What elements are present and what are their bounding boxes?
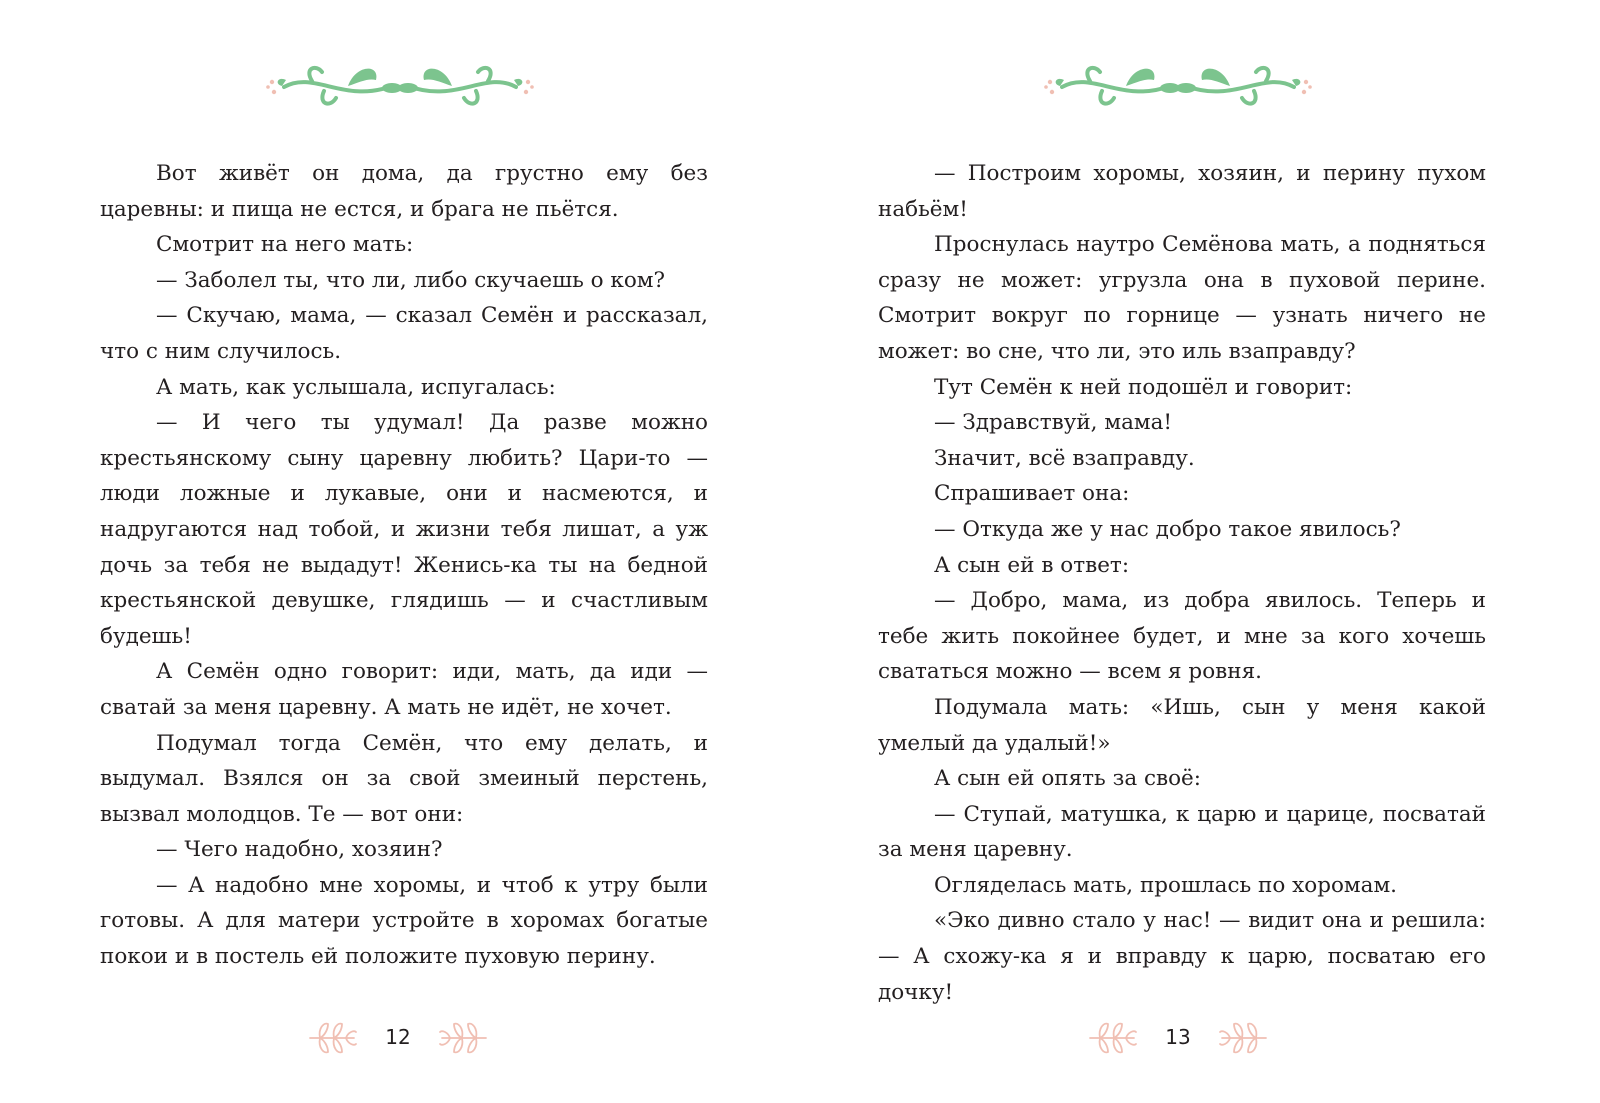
paragraph: А Семён одно говорит: иди, мать, да иди — сватай за меня царевну. А мать не идёт, не хочет.	[100, 659, 708, 720]
paragraph: А сын ей в ответ:	[934, 552, 1130, 578]
paragraph: Вот живёт он дома, да грустно ему без царевны: и пища не естся, и брага не пьётся.	[100, 161, 708, 222]
paragraph: Спрашивает она:	[934, 481, 1130, 507]
paragraph: — Скучаю, мама, — сказал Семён и рассказал, что с ним случилось.	[100, 303, 708, 364]
paragraph: Значит, всё взаправду.	[934, 445, 1195, 471]
paragraph: — А надобно мне хоромы, и чтоб к утру были готовы. А для матери устройте в хоромах богатые покои и в постель ей положите пуховую перину.	[100, 872, 708, 970]
paragraph: А сын ей опять за своё:	[934, 766, 1202, 792]
left-page-text	[100, 156, 708, 975]
paragraph: «Эко дивно стало у нас! — видит она и решила: — А схожу-ка я и вправду к царю, посватаю его дочку!	[878, 908, 1486, 1005]
paragraph: Подумал тогда Семён, что ему делать, и выдумал. Взялся он за свой змеиный перстень, вызвал молодцов. Те — вот они:	[100, 730, 708, 827]
right-page	[800, 0, 1600, 1103]
paragraph: Подумала мать: «Ишь, сын у меня какой умелый да удалый!»	[878, 694, 1486, 756]
paragraph: Огляделась мать, прошлась по хоромам.	[934, 872, 1398, 898]
leaf-sprig-icon	[306, 1016, 358, 1060]
page-number: 13	[1165, 1025, 1191, 1049]
paragraph: — Заболел ты, что ли, либо скучаешь о ком?	[156, 267, 666, 293]
page-number: 12	[385, 1025, 411, 1049]
leaf-sprig-icon	[1086, 1016, 1138, 1060]
paragraph: — Откуда же у нас добро такое явилось?	[934, 516, 1401, 542]
page-footer	[306, 1016, 506, 1060]
paragraph: — Построим хоромы, хозяин, и перину пухом набьём!	[878, 161, 1486, 222]
paragraph: — Ступай, матушка, к царю и царице, посватай за меня царевну.	[878, 801, 1486, 863]
vine-ornament-icon	[1042, 58, 1314, 116]
paragraph: Смотрит на него мать:	[156, 232, 414, 258]
paragraph: Тут Семён к ней подошёл и говорит:	[934, 374, 1353, 400]
paragraph: А мать, как услышала, испугалась:	[156, 374, 556, 400]
leaf-sprig-icon	[1218, 1016, 1270, 1060]
paragraph: Проснулась наутро Семёнова мать, а подняться сразу не может: угрузла она в пуховой перине. Смотрит вокруг по горнице — узнать ничего не может: во сне, что ли, это иль взаправду?	[878, 232, 1486, 364]
paragraph: — Добро, мама, из добра явилось. Теперь и тебе жить покойнее будет, и мне за кого хочешь свататься можно — всем я ровня.	[878, 588, 1486, 685]
leaf-sprig-icon	[438, 1016, 490, 1060]
paragraph: — И чего ты удумал! Да разве можно крестьянскому сыну царевну любить? Цари-то — люди ложные и лукавые, они и насмеются, и надругаются над тобой, и жизни тебя лишат, а уж дочь за тебя не выдадут! Женись-ка ты на бедной крестьянской девушке, глядишь — и счастливым будешь!	[100, 410, 708, 649]
paragraph: — Чего надобно, хозяин?	[156, 837, 443, 863]
page-footer	[1086, 1016, 1286, 1060]
paragraph: — Здравствуй, мама!	[934, 410, 1173, 436]
right-page-text	[878, 156, 1486, 1010]
vine-ornament-icon	[264, 58, 536, 116]
